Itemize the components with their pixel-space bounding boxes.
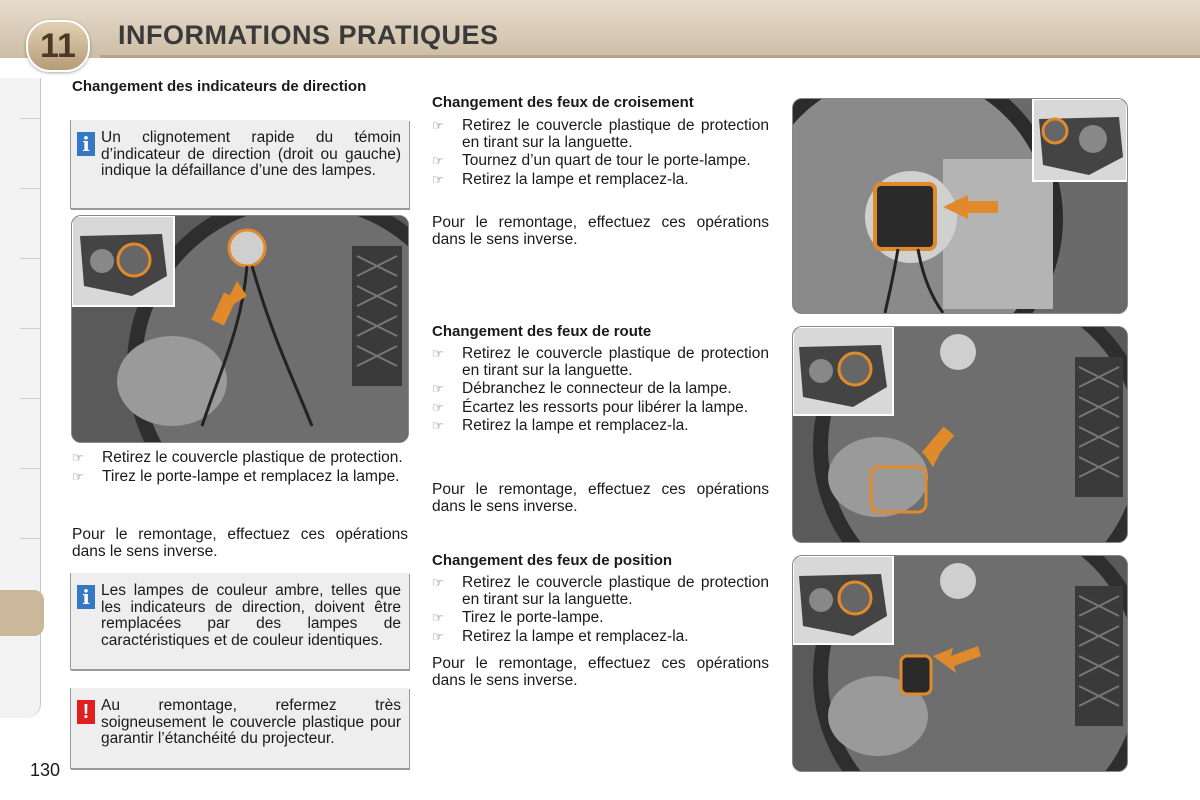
header-rule [100, 55, 1200, 58]
page-number: 130 [30, 760, 61, 780]
rail-tick [20, 538, 40, 539]
step-item [432, 629, 769, 646]
pointing-hand-icon: ☞ [432, 575, 444, 590]
step-text: Retirez le couvercle plastique de protection en tirant sur la languette. [462, 345, 769, 379]
position-lamp-photo [792, 555, 1128, 772]
step-text: Retirez le couvercle plastique de protection en tirant sur la languette. [462, 574, 769, 608]
step-item [432, 418, 769, 435]
step-item [432, 575, 769, 608]
step-item [432, 400, 769, 417]
rail-tick [20, 398, 40, 399]
rail-tick [20, 258, 40, 259]
section-heading-indicators: Changement des indicateurs de direction [72, 78, 367, 95]
pointing-hand-icon: ☞ [432, 153, 444, 168]
reassembly-text: Pour le remontage, effectuez ces opérations dans le sens inverse. [432, 214, 769, 248]
step-text: Retirez le couvercle plastique de protection. [102, 449, 403, 466]
pointing-hand-icon: ☞ [432, 171, 444, 187]
step-text: Écartez les ressorts pour libérer la lampe. [462, 398, 749, 416]
info-note-text: Les lampes de couleur ambre, telles que les indicateurs de direction, doivent être remplacées par des lampes de caractéristiques et de couleur identiques. [101, 582, 401, 649]
indicator-steps [72, 450, 408, 487]
pointing-hand-icon: ☞ [72, 468, 84, 484]
chapter-number: 11 [26, 20, 90, 72]
info-note [70, 120, 409, 209]
warning-note-text: Au remontage, refermez très soigneusement le couvercle plastique pour garantir l’étanchéité du projecteur. [101, 697, 401, 747]
pointing-hand-icon: ☞ [432, 628, 444, 644]
warning-note [70, 688, 409, 769]
step-text: Retirez le couvercle plastique de protection en tirant sur la languette. [462, 117, 769, 151]
step-item [432, 610, 769, 627]
step-item [72, 450, 408, 467]
step-text: Tirez le porte-lampe. [462, 609, 604, 626]
info-note-text: Un clignotement rapide du témoin d’indicateur de direction (droit ou gauche) indique la défaillance d’une des lampes. [101, 129, 401, 179]
step-item [432, 346, 769, 379]
exclamation-icon: ! [77, 700, 95, 724]
step-text: Retirez la lampe et remplacez-la. [462, 417, 689, 434]
pointing-hand-icon: ☞ [432, 399, 444, 415]
step-text: Retirez la lampe et remplacez-la. [462, 170, 689, 188]
low-beam-steps [432, 118, 769, 190]
rail-tick [20, 468, 40, 469]
low-beam-photo [792, 98, 1128, 314]
step-item [432, 381, 769, 398]
pointing-hand-icon: ☞ [432, 610, 444, 625]
rail-tick [20, 328, 40, 329]
pointing-hand-icon: ☞ [72, 450, 84, 465]
pointing-hand-icon: ☞ [432, 118, 444, 133]
rail-tick [20, 188, 40, 189]
step-text: Tirez le porte-lampe et remplacez la lampe. [102, 467, 400, 485]
step-item [432, 118, 769, 151]
step-item [432, 153, 769, 170]
section-heading-high-beam: Changement des feux de route [432, 323, 652, 340]
chapter-tab[interactable] [0, 590, 44, 636]
info-icon: i [77, 585, 95, 609]
position-steps [432, 575, 769, 647]
info-note [70, 573, 409, 670]
pointing-hand-icon: ☞ [432, 346, 444, 361]
page-title: INFORMATIONS PRATIQUES [118, 20, 499, 50]
section-heading-position: Changement des feux de position [432, 552, 673, 569]
pointing-hand-icon: ☞ [432, 418, 444, 433]
rail-tick [20, 118, 40, 119]
high-beam-photo [792, 326, 1128, 543]
pointing-hand-icon: ☞ [432, 381, 444, 396]
reassembly-text: Pour le remontage, effectuez ces opérations dans le sens inverse. [432, 481, 769, 515]
step-text: Retirez la lampe et remplacez-la. [462, 627, 689, 645]
step-item [72, 469, 408, 486]
step-item [432, 172, 769, 189]
step-text: Débranchez le connecteur de la lampe. [462, 380, 732, 397]
step-text: Tournez d’un quart de tour le porte-lampe. [462, 152, 751, 169]
info-icon: i [77, 132, 95, 156]
reassembly-text: Pour le remontage, effectuez ces opérations dans le sens inverse. [432, 655, 769, 689]
high-beam-steps [432, 346, 769, 437]
section-heading-low-beam: Changement des feux de croisement [432, 94, 694, 111]
reassembly-text: Pour le remontage, effectuez ces opérations dans le sens inverse. [72, 526, 408, 560]
indicator-lamp-photo [71, 215, 409, 443]
